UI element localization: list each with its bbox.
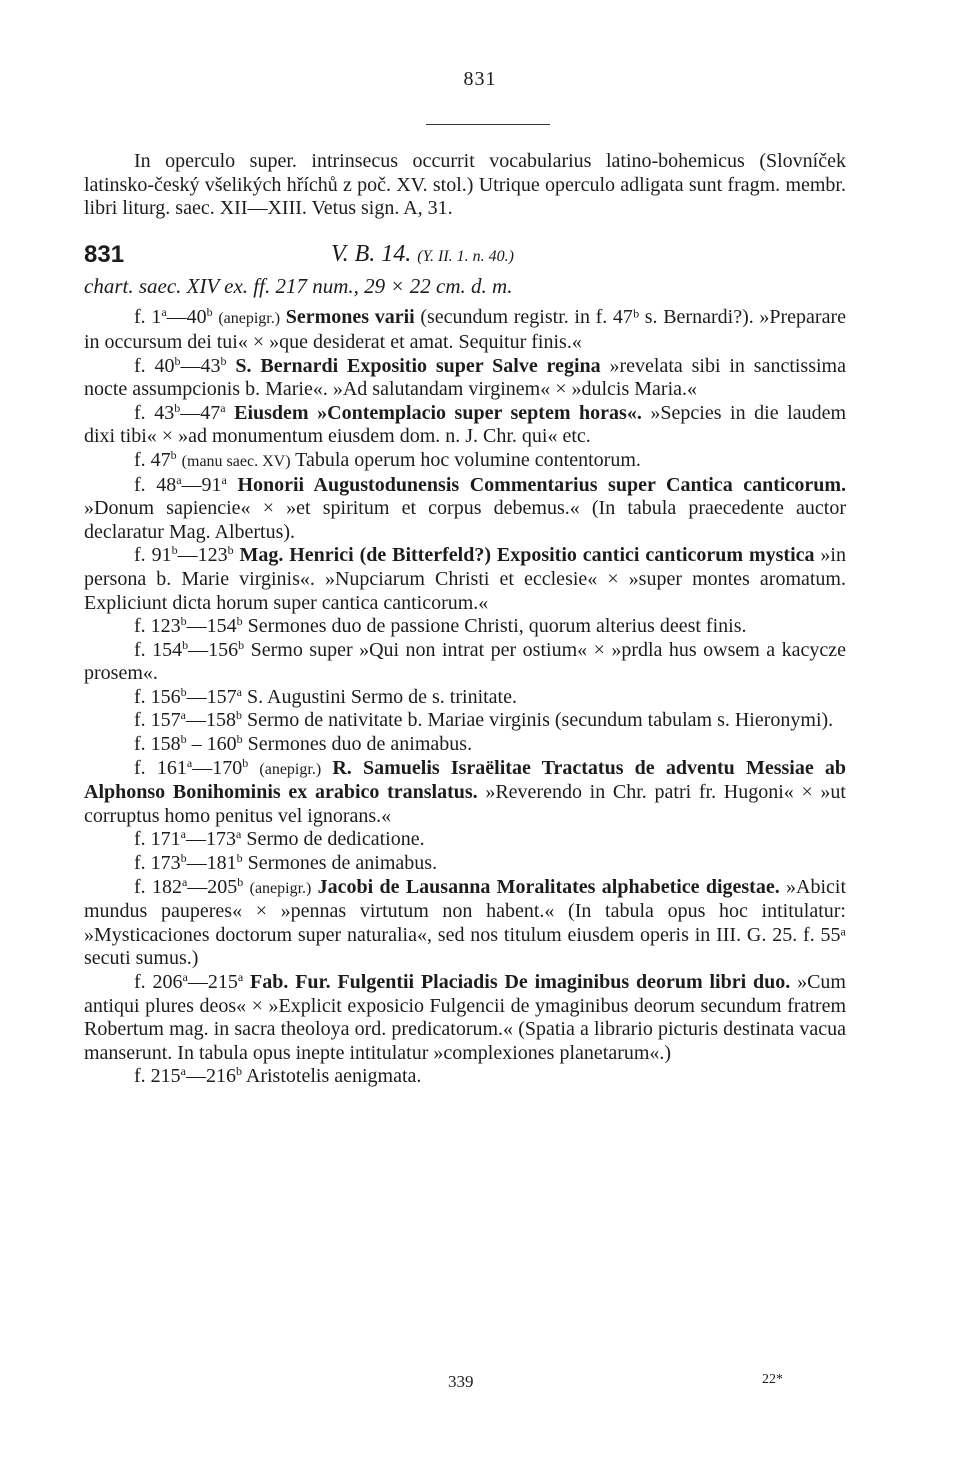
folio-start-side: b [174, 400, 181, 415]
folio-end-side: b [236, 614, 243, 629]
folio-start-side: a [180, 708, 186, 723]
footer-signature: 22* [762, 1372, 783, 1387]
header-rule [426, 124, 550, 125]
folio-start-side: b [174, 353, 181, 368]
folio-end-side: a [221, 472, 227, 487]
entry-text: (secundum registr. in f. 47ᵇ s. Bernardi?). »Preparare in occursum dei tui« × »que desiderat et amat. Sequitur finis.« [84, 306, 846, 353]
folio-separator: — [186, 709, 206, 732]
entry-text: Sermo super »Qui non intrat per ostium« × »prdla hus owsem a kacycze prosem«. [84, 638, 847, 685]
entry: f. 182$^a$—205$^b$ (anepigr.) Jacobi de Lausanna Moralitates alphabetice digestae. »Abicit mundus pauperes« × »pennas virtutum non habent.« (In tabula opus hoc intitulatur: »Mysticaciones doctorum super naturalia«, sed nos titulum eiusdem operis in III. G. 25. f. 55ᵃ secuti sumus.) [84, 874, 847, 970]
folio-end: 215 [207, 971, 238, 993]
folio-end-side: a [220, 400, 226, 415]
folio-start: 157 [150, 709, 181, 732]
folio-start: 48 [156, 473, 177, 496]
folio-start: 123 [150, 615, 181, 638]
folio-end-side: b [237, 874, 244, 889]
folio-end: 43 [200, 354, 221, 377]
record-number: 831 [84, 240, 125, 268]
entry-text: »Abicit mundus pauperes« × »pennas virtutum non habent.« (In tabula opus hoc intitulatur: »Mysticaciones doctorum super naturalia«, sed nos titulum eiusdem operis in III. G. 25. f. 55ᵃ secuti sumus.) [84, 875, 847, 970]
entry-title: Fab. Fur. Fulgentii Placiadis De imaginibus deorum libri duo. [250, 971, 791, 993]
folio-separator: — [181, 473, 202, 496]
folio-end-side: b [236, 1064, 242, 1079]
entry: f. 158$^b$ – 160$^b$ Sermones duo de animabus. [134, 732, 473, 756]
folio-start: 40 [154, 354, 175, 377]
folio-end-side: b [220, 353, 227, 368]
page-header-number: 831 [463, 68, 497, 90]
entry: f. 173$^b$—181$^b$ Sermones de animabus. [134, 851, 438, 875]
entry: f. 206$^a$—215$^a$ Fab. Fur. Fulgentii Placiadis De imaginibus deorum libri duo. »Cum antiqui plures deos« × »Explicit exposicio Fulgencii de ymaginibus deorum secundum fratrem Robertum mag. in sacra theoloya ord. predicatorum.« (Spatia a librario picturis destinata vacua manserunt. In tabula opus inepte intitulatur »complexiones planetarum«.) [84, 970, 846, 1064]
folio-end: 216 [206, 1065, 236, 1088]
entry: f. 156$^b$—157$^a$ S. Augustini Sermo de s. trinitate. [134, 684, 517, 708]
folio-end: 156 [208, 638, 239, 661]
folio-start: 161 [156, 756, 187, 779]
folio-start-side: b [170, 447, 177, 462]
entries-list [84, 306, 846, 1089]
folio-separator: — [192, 756, 213, 779]
folio-start-side: a [176, 472, 182, 487]
folio-start-side: b [182, 637, 189, 652]
folio-separator: – [186, 733, 207, 756]
folio-end: 181 [206, 852, 237, 875]
entry-title: S. Bernardi Expositio super Salve regina [235, 354, 601, 377]
folio-separator: — [188, 638, 209, 661]
folio-end-side: b [238, 637, 245, 652]
folio-start: 1 [151, 306, 162, 329]
entry-text: »in persona b. Marie virginis«. »Nupciarum Christi et ecclesie« × »super montes aromatum. Expliciunt dicta horum super cantica canticorum.« [84, 544, 846, 614]
folio-separator: — [187, 875, 208, 898]
folio-end: 170 [212, 756, 243, 779]
folio-start: 171 [150, 828, 181, 851]
entry-text: »Sepcies in die laudem dixi tibi« × »ad monumentum eiusdem dom. n. J. Chr. qui« etc. [84, 401, 847, 448]
shelfmark-current: V. B. 14. [331, 240, 412, 267]
entry-note: (manu saec. XV) [181, 452, 291, 470]
entry-text: Sermones de animabus. [242, 852, 438, 875]
entry-text: »Reverendo in Chr. patri fr. Hugoni« × »ut corruptus homo penitus vel ignorans.« [84, 781, 846, 827]
folio-start-side: a [180, 827, 186, 842]
record-shelfmark [331, 240, 514, 269]
folio-start: 91 [151, 544, 172, 567]
folio-start-side: a [181, 874, 188, 889]
folio-start-side: a [161, 305, 167, 320]
entry-title: Jacobi de Lausanna Moralitates alphabetice digestae. [317, 875, 780, 898]
entry-text: »Donum sapiencie« × »et spiritum et corpus debemus.« (In tabula praecedente auctor declaratur Mag. Albertus). [84, 497, 846, 543]
entry-text: Sermones duo de animabus. [242, 733, 473, 756]
shelfmark-old: (Y. II. 1. n. 40.) [417, 247, 514, 265]
folio-separator: — [186, 828, 206, 851]
record-description: chart. saec. XIV ex. ff. 217 num., 29 × 22 cm. d. m. [84, 273, 513, 298]
entry: f. 40$^b$—43$^b$ S. Bernardi Expositio super Salve regina »revelata sibi in sanctissima nocte assumpcionis b. Marie«. »Ad salutandam virginem« × »dulcis Maria.« [84, 353, 846, 401]
folio-separator: — [186, 685, 207, 708]
folio-start: 156 [150, 685, 181, 708]
folio-end: 40 [186, 306, 207, 329]
entry: f. 48$^a$—91$^a$ Honorii Augustodunensis Commentarius super Cantica canticorum. »Donum sapiencie« × »et spiritum et corpus debemus.« (In tabula praecedente auctor declaratur Mag. Albertus). [84, 472, 846, 543]
folio-end: 173 [206, 828, 236, 851]
folio-separator: — [180, 401, 201, 424]
folio-start-side: b [180, 851, 187, 866]
folio-end-side: b [236, 732, 243, 747]
folio-start: 43 [154, 401, 175, 424]
folio-end-side: b [242, 755, 249, 770]
entry: f. 43$^b$—47$^a$ Eiusdem »Contemplacio super septem horas«. »Sepcies in die laudem dixi tibi« × »ad monumentum eiusdem dom. n. J. Chr. qui« etc. [84, 400, 847, 448]
folio-end-side: b [236, 851, 243, 866]
entry: f. 161$^a$—170$^b$ (anepigr.) R. Samuelis Israëlitae Tractatus de adventu Messiae ab Alphonso Bonihominis ex arabico translatus. »Reverendo in Chr. patri fr. Hugoni« × »ut corruptus homo penitus vel ignorans.« [84, 755, 847, 827]
folio-start-side: a [182, 970, 188, 984]
folio-separator: — [180, 354, 201, 377]
entry-text: Sermo de nativitate b. Mariae virginis (secundum tabulam s. Hieronymi). [242, 709, 834, 732]
folio-end: 160 [206, 733, 237, 756]
entry-text: Sermo de dedicatione. [241, 828, 425, 851]
entry-title: Sermones varii [285, 306, 415, 329]
folio-end: 154 [206, 615, 237, 638]
entry-text: Aristotelis aenigmata. [242, 1065, 422, 1088]
entry: f. 91$^b$—123$^b$ Mag. Henrici (de Bitterfeld?) Expositio cantici canticorum mystica »in persona b. Marie virginis«. »Nupciarum Christi et ecclesie« × »super montes aromatum. Expliciunt dicta horum super cantica canticorum.« [84, 543, 846, 614]
entry: f. 171$^a$—173$^a$ Sermo de dedicatione. [134, 827, 425, 851]
folio-separator: — [166, 306, 187, 329]
intro-paragraph: In operculo super. intrinsecus occurrit vocabularius latino-bohemicus (Slovníček latinsko-český všelikých hříchů z poč. XV. stol.) Utrique operculo adligata sunt fragm. membr. libri liturg. saec. XII—XIII. Vetus sign. A, 31. [84, 150, 846, 220]
entry-text: S. Augustini Sermo de s. trinitate. [242, 685, 517, 708]
folio-start-side: a [186, 755, 193, 770]
footer-page-number: 339 [448, 1372, 474, 1391]
entry-text: Tabula operum hoc volumine contentorum. [290, 448, 641, 471]
folio-start: 173 [150, 852, 181, 875]
folio-end: 158 [206, 709, 236, 732]
folio-separator: — [186, 852, 207, 875]
folio-start: 47 [150, 448, 171, 471]
folio-end: 157 [206, 685, 237, 708]
catalogue-text [84, 150, 846, 1089]
entry-title: Eiusdem »Contemplacio super septem horas«. [234, 401, 642, 424]
entry-note: (anepigr.) [218, 310, 281, 328]
entry: f. 154$^b$—156$^b$ Sermo super »Qui non intrat per ostium« × »prdla hus owsem a kacycze prosem«. [84, 637, 847, 685]
folio-separator: — [186, 615, 207, 638]
folio-start: 206 [152, 971, 183, 993]
entry-title: Honorii Augustodunensis Commentarius super Cantica canticorum. [237, 473, 846, 496]
entry-note: (anepigr.) [249, 879, 312, 897]
entry-text: Sermones duo de passione Christi, quorum alterius deest finis. [242, 615, 747, 638]
folio-end: 205 [207, 875, 238, 898]
folio-start: 182 [151, 875, 182, 898]
folio-separator: — [187, 971, 208, 993]
entry: f. 47$^b$ (manu saec. XV) Tabula operum hoc volumine contentorum. [134, 447, 641, 471]
folio-end-side: b [236, 708, 242, 723]
record-heading [84, 240, 846, 273]
entry: f. 123$^b$—154$^b$ Sermones duo de passione Christi, quorum alterius deest finis. [134, 614, 747, 638]
folio-end: 47 [200, 401, 221, 424]
folio-start-side: a [180, 1064, 186, 1079]
folio-start-side: b [180, 684, 187, 699]
folio-start-side: b [180, 732, 187, 747]
folio-separator: — [186, 1065, 206, 1088]
entry: f. 215$^a$—216$^b$ Aristotelis aenigmata. [134, 1064, 422, 1088]
entry-title: Mag. Henrici (de Bitterfeld?) Expositio cantici canticorum mystica [239, 544, 815, 567]
folio-end: 123 [197, 544, 228, 567]
folio-end-side: b [227, 543, 234, 558]
entry-title: R. Samuelis Israëlitae Tractatus de adventu Messiae ab Alphonso Bonihominis ex arabico translatus. [84, 756, 847, 804]
folio-end-side: a [237, 970, 244, 984]
folio-start-side: b [180, 614, 187, 629]
entry: f. 157$^a$—158$^b$ Sermo de nativitate b. Mariae virginis (secundum tabulam s. Hieronymi). [134, 708, 834, 732]
entry-note: (anepigr.) [259, 760, 322, 778]
folio-end: 91 [201, 473, 222, 496]
folio-start-side: b [171, 543, 178, 558]
entry-text: »Cum antiqui plures deos« × »Explicit exposicio Fulgencii de ymaginibus deorum secundum fratrem Robertum mag. in sacra theoloya ord. predicatorum.« (Spatia a librario picturis destinata vacua manserunt. In tabula opus inepte intitulatur »complexiones planetarum«.) [84, 971, 846, 1064]
folio-end-side: b [206, 305, 213, 320]
folio-separator: — [177, 544, 198, 567]
folio-end-side: a [236, 684, 242, 699]
folio-start: 215 [150, 1065, 181, 1088]
entry: f. 1$^a$—40$^b$ (anepigr.) Sermones varii (secundum registr. in f. 47ᵇ s. Bernardi?). »Preparare in occursum dei tui« × »que desiderat et amat. Sequitur finis.« [84, 305, 846, 353]
folio-start: 154 [152, 638, 183, 661]
folio-start: 158 [150, 733, 181, 756]
folio-end-side: a [236, 827, 242, 842]
entry-text: »revelata sibi in sanctissima nocte assumpcionis b. Marie«. »Ad salutandam virginem« × »dulcis Maria.« [84, 354, 846, 401]
